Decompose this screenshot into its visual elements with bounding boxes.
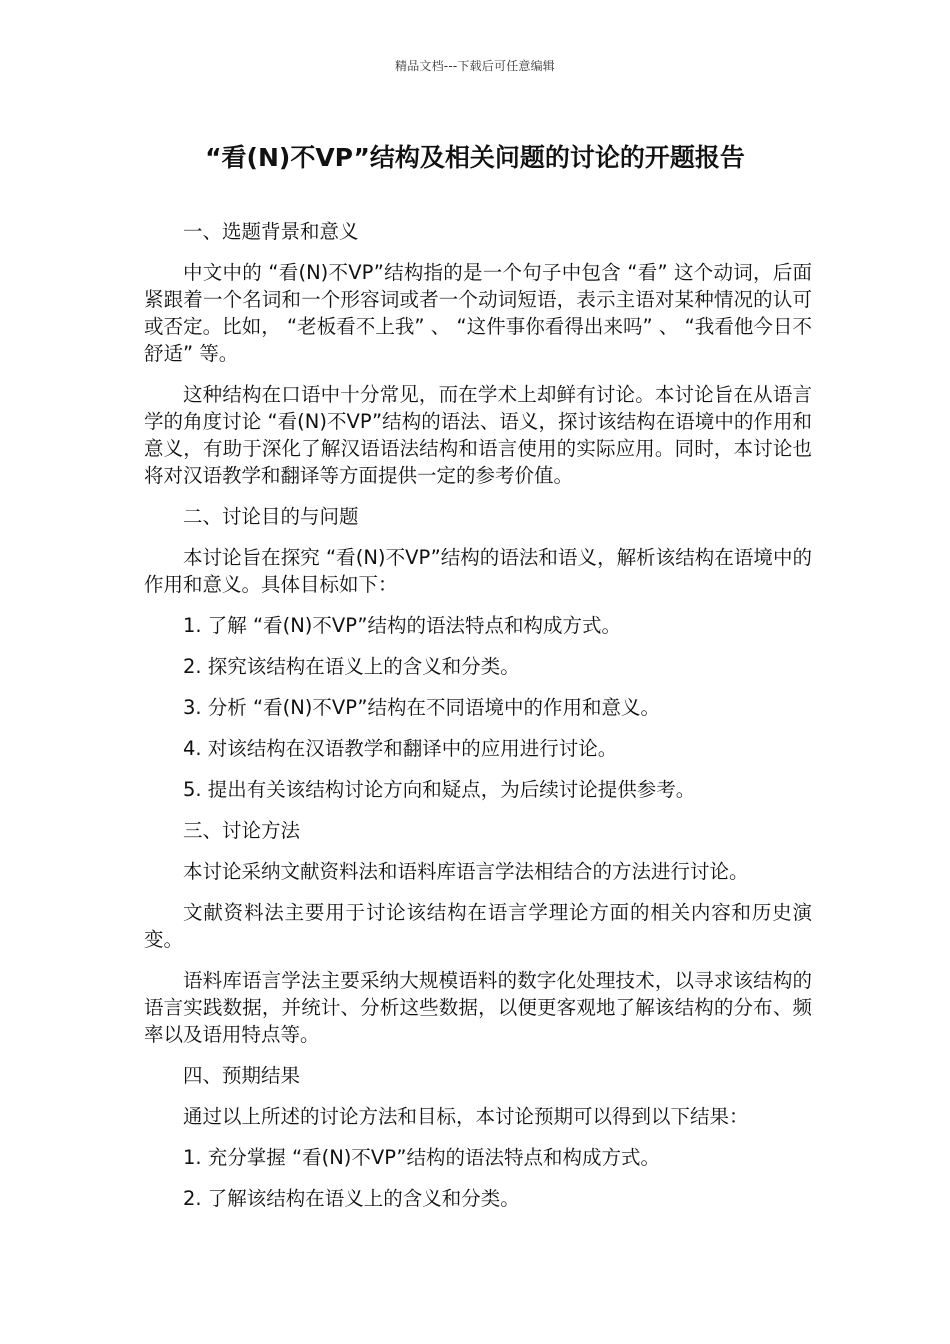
list-item-goal-1: 1. 了解 “看(N)不VP”结构的语法特点和构成方式。: [183, 614, 621, 637]
paragraph-literature-method: 文献资料法主要用于讨论该结构在语言学理论方面的相关内容和历史演变。: [144, 901, 812, 951]
list-item-goal-5: 5. 提出有关该结构讨论方向和疑点，为后续讨论提供参考。: [183, 778, 696, 801]
list-item-goal-3: 3. 分析 “看(N)不VP”结构在不同语境中的作用和意义。: [183, 696, 660, 719]
section-heading-background: 一、选题背景和意义: [183, 220, 359, 243]
paragraph-significance: 这种结构在口语中十分常见，而在学术上却鲜有讨论。本讨论旨在从语言学的角度讨论 “看(N)不VP”结构的语法、语义，探讨该结构在语境中的作用和意义，有助于深化了解汉语语法结构和语言使用的实际应用。同时，本讨论也将对汉语教学和翻译等方面提供一定的参考价值。: [144, 383, 812, 487]
paragraph-results-intro: 通过以上所述的讨论方法和目标，本讨论预期可以得到以下结果：: [183, 1105, 749, 1128]
list-item-result-2: 2. 了解该结构在语义上的含义和分类。: [183, 1187, 520, 1210]
paragraph-goals-intro: 本讨论旨在探究 “看(N)不VP”结构的语法和语义，解析该结构在语境中的作用和意义。具体目标如下：: [144, 546, 812, 596]
document-title: “看(N)不VP”结构及相关问题的讨论的开题报告: [205, 143, 745, 172]
section-heading-method: 三、讨论方法: [183, 819, 301, 842]
section-heading-results: 四、预期结果: [183, 1064, 301, 1087]
list-item-goal-4: 4. 对该结构在汉语教学和翻译中的应用进行讨论。: [183, 737, 618, 760]
paragraph-corpus-method: 语料库语言学法主要采纳大规模语料的数字化处理技术，以寻求该结构的语言实践数据，并统计、分析这些数据，以便更客观地了解该结构的分布、频率以及语用特点等。: [144, 969, 812, 1046]
paragraph-method-overview: 本讨论采纳文献资料法和语料库语言学法相结合的方法进行讨论。: [183, 860, 749, 883]
section-heading-purpose: 二、讨论目的与问题: [183, 505, 359, 528]
document-body: [144, 218, 812, 1226]
list-item-goal-2: 2. 探究该结构在语义上的含义和分类。: [183, 655, 520, 678]
page-header-note: 精品文档---下载后可任意编辑: [395, 59, 555, 73]
paragraph-definition: 中文中的 “看(N)不VP”结构指的是一个句子中包含 “看” 这个动词，后面紧跟着一个名词和一个形容词或者一个动词短语，表示主语对某种情况的认可或否定。比如， “老板看不上我” 、 “这件事你看得出来吗” 、 “我看他今日不舒适” 等。: [144, 261, 812, 365]
list-item-result-1: 1. 充分掌握 “看(N)不VP”结构的语法特点和构成方式。: [183, 1146, 660, 1169]
